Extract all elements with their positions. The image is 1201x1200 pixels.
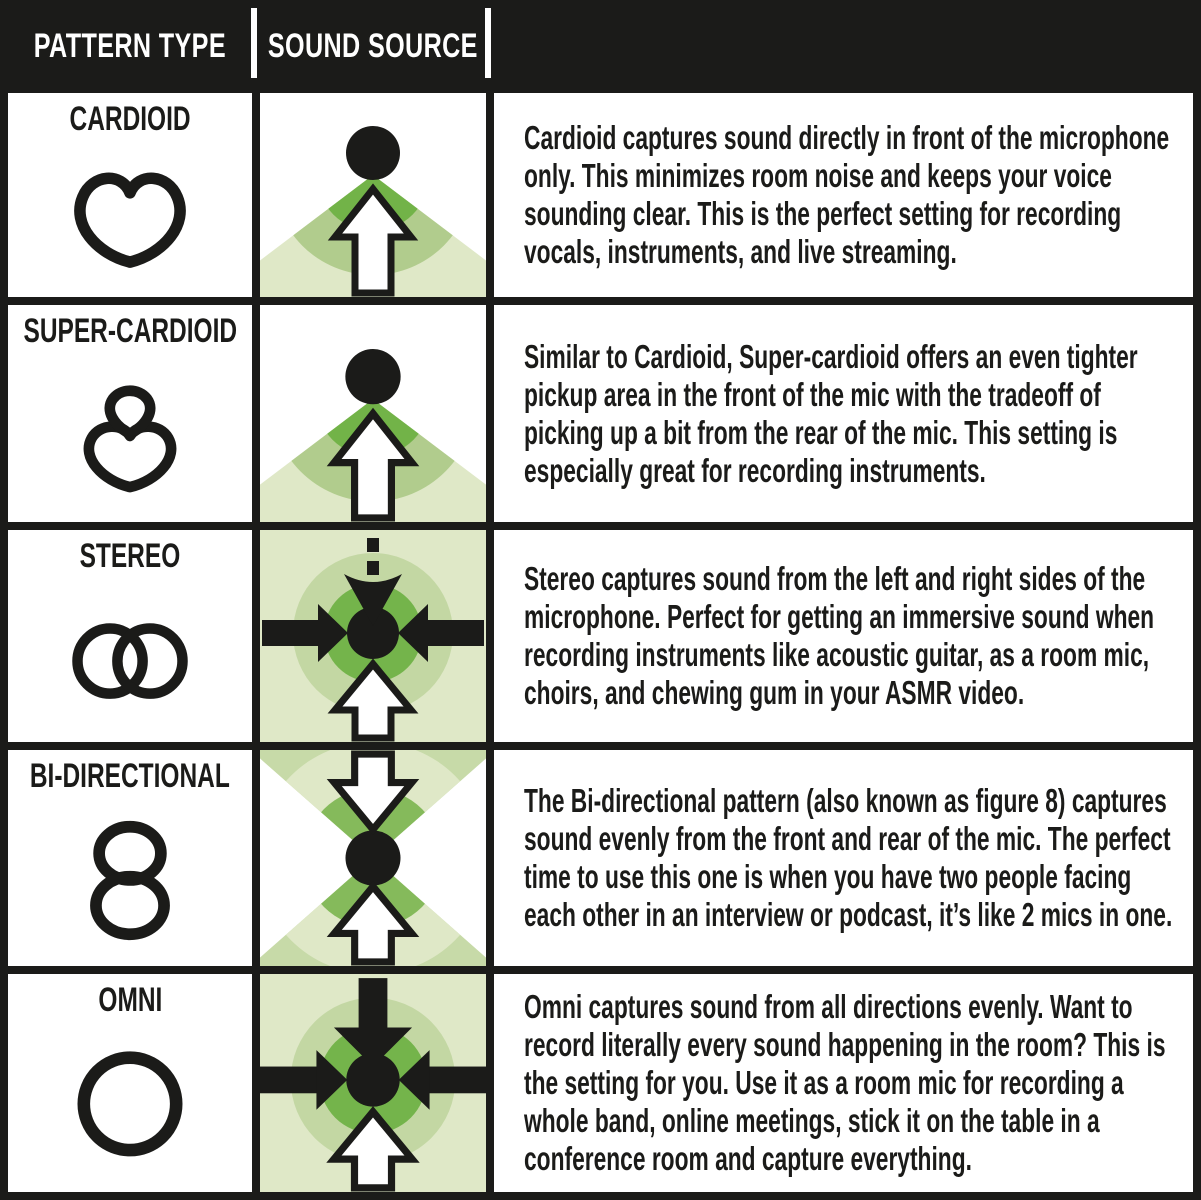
row-bi-directional-desc-cell (494, 750, 1193, 966)
super-cardioid-description: Similar to Cardioid, Super-cardioid offers an even tighter pickup area in the front of the mic with the tradeoff of picking up a bit from the rear of the mic. This setting is especially great for recording instruments. (524, 337, 1138, 489)
row-stereo-desc-cell (494, 530, 1193, 742)
super-cardioid-pattern-icon (55, 370, 205, 502)
header-divider-1 (251, 8, 257, 78)
stereo-title: STEREO (79, 537, 181, 575)
row-omni-desc-cell (494, 974, 1193, 1192)
super-cardioid-iconbox (8, 350, 252, 522)
cardioid-iconbox (8, 138, 252, 297)
row-omni-sound-cell (260, 974, 486, 1192)
stereo-iconbox (8, 575, 252, 742)
figure-8-pattern-icon (55, 815, 205, 947)
header-pattern-type-label: PATTERN TYPE (33, 27, 227, 65)
cardioid-pattern-icon (55, 155, 205, 281)
omni-pattern-icon (55, 1043, 205, 1169)
bi-directional-description: The Bi-directional pattern (also known as figure 8) captures sound evenly from the front and rear of the mic. The perfect time to use this one is when you have two people facing each other in an interview or podcast, it’s like 2 mics in one. (524, 782, 1173, 933)
header-description-spacer (494, 8, 1193, 85)
left-right-pickup-diagram (260, 530, 486, 742)
row-super-cardioid-pattern-cell (8, 305, 252, 522)
cardioid-title: CARDIOID (69, 100, 191, 138)
sound-source-dot (346, 126, 400, 180)
row-omni-pattern-cell (8, 974, 252, 1192)
header-pattern-type (8, 8, 252, 85)
row-cardioid-desc-cell (494, 93, 1193, 297)
all-direction-pickup-diagram (260, 974, 486, 1192)
sound-source-dot (345, 349, 400, 404)
header-sound-source (260, 8, 486, 85)
sound-source-dot (345, 830, 400, 885)
row-super-cardioid-sound-cell (260, 305, 486, 522)
omni-description: Omni captures sound from all directions evenly. Want to record literally every sound happening in the room? This is the setting for you. Use it as a room mic for recording a whole band, online meetings, stick it on the table in a conference room and capture everything. (524, 988, 1166, 1177)
header-divider-2 (485, 8, 491, 78)
bi-directional-title: BI-DIRECTIONAL (30, 757, 230, 795)
row-super-cardioid-desc-cell (494, 305, 1193, 522)
header-sound-source-label: SOUND SOURCE (268, 27, 478, 65)
omni-title: OMNI (98, 981, 162, 1019)
row-stereo-sound-cell (260, 530, 486, 742)
front-pickup-diagram (260, 93, 486, 297)
row-cardioid-pattern-cell (8, 93, 252, 297)
front-rear-pickup-diagram (260, 750, 486, 966)
cardioid-description: Cardioid captures sound directly in front of the microphone only. This minimizes room noise and keeps your voice sounding clear. This is the perfect setting for recording vocals, instruments, and live streaming. (524, 119, 1170, 270)
omni-iconbox (8, 1019, 252, 1192)
row-bi-directional-sound-cell (260, 750, 486, 966)
row-stereo-pattern-cell (8, 530, 252, 742)
super-cardioid-title: SUPER-CARDIOID (23, 312, 237, 350)
tight-front-pickup-diagram (260, 305, 486, 522)
bi-directional-iconbox (8, 795, 252, 966)
row-cardioid-sound-cell (260, 93, 486, 297)
row-bi-directional-pattern-cell (8, 750, 252, 966)
stereo-pattern-icon (55, 596, 205, 722)
stereo-description: Stereo captures sound from the left and right sides of the microphone. Perfect for getting an immersive sound when recording instruments like acoustic guitar, as a room mic, choirs, and chewing gum in your ASMR video. (524, 560, 1155, 711)
